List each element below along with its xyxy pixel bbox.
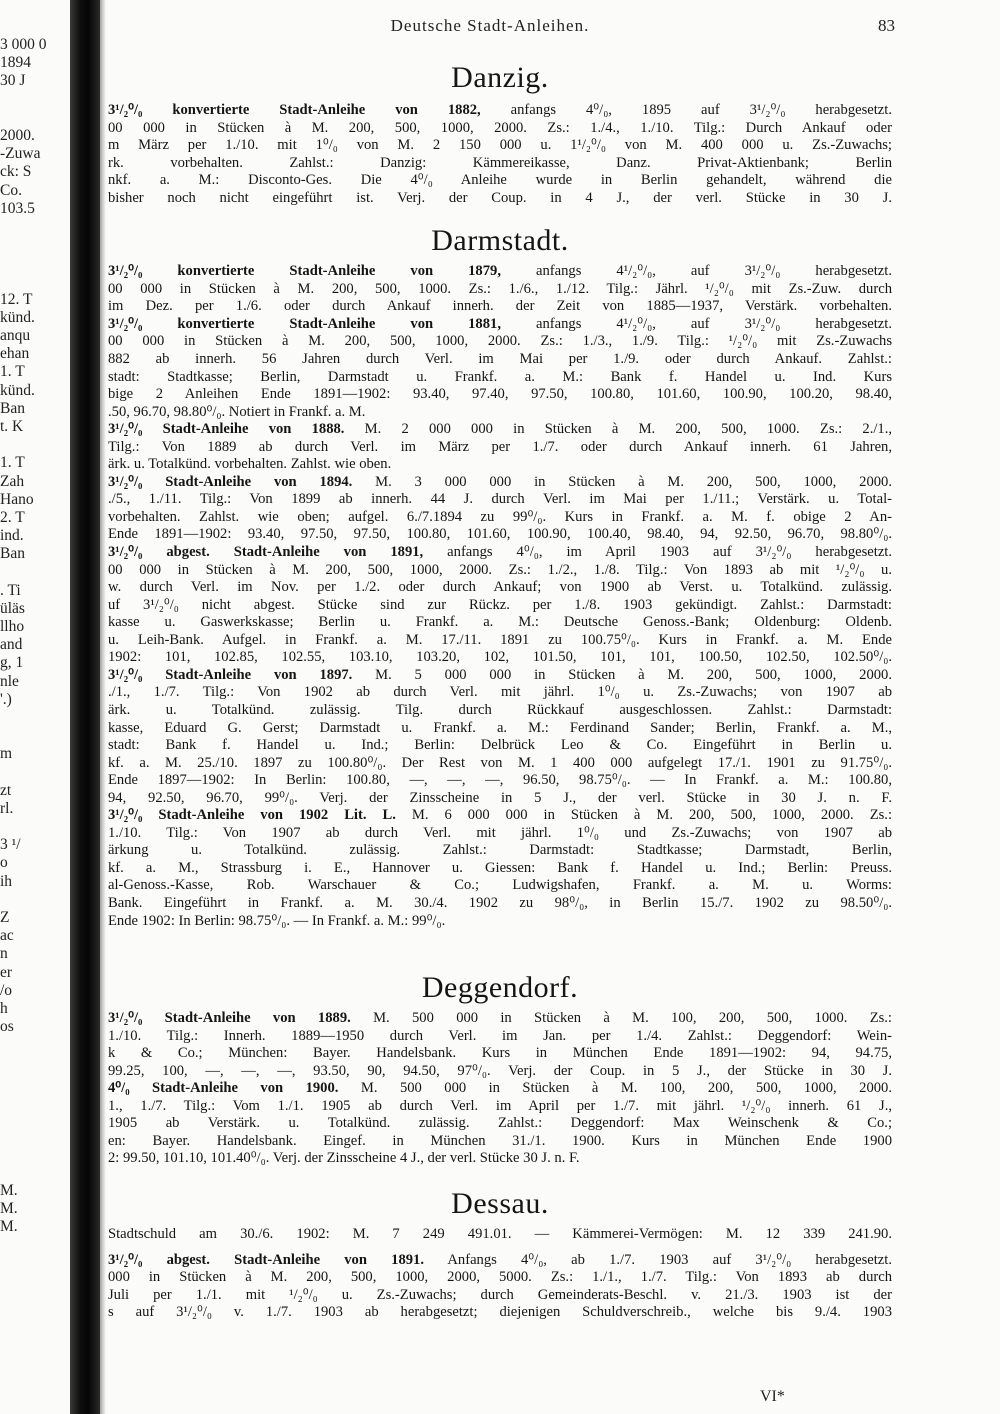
- fragment-line: nle: [0, 672, 19, 690]
- fragment-line: o: [0, 854, 8, 872]
- entry-block-deggendorf: [108, 1010, 892, 1168]
- text-line: vorbehalten. Zahlst. wie oben; aufgel. 6./7.1894 zu 99⁰/₀. Kurs in Frankf. a. M. f. obige 2 An-: [108, 508, 892, 525]
- text-line: .50, 96.70, 98.80⁰/₀. Notiert in Frankf. a. M.: [108, 403, 366, 420]
- text-line: 1902: 101, 102.85, 102.55, 103.10, 103.20, 102, 101.50, 101, 101, 100.50, 102.50, 102.50⁰/₀.: [108, 649, 892, 666]
- text-line: Juli per 1./1. mit ¹/₂⁰/₀ u. Zs.-Zuwachs; durch Gemeinderats-Beschl. v. 21./3. 1903 ist der: [108, 1286, 892, 1303]
- text-line: s auf 3¹/₂⁰/₀ v. 1./7. 1903 ab herabgesetzt; diejenigen Schuldverschreib., welche bis 9./4. 1903: [108, 1304, 892, 1321]
- signature-mark: VI*: [760, 1388, 785, 1405]
- fragment-line: 3 000 0: [0, 36, 47, 53]
- fragment-line: [0, 1127, 70, 1145]
- text-line: kf. a. M. 25./10. 1897 zu 100.80⁰/₀. Der Rest von M. 1 400 000 aufgelegt 17./1. 1901 zu 91.75⁰/₀.: [108, 754, 892, 771]
- text-line: 1905 ab Verstärk. u. Totalkünd. zulässig. Zahlst.: Deggendorf: Max Weinschenk & Co.;: [108, 1115, 892, 1132]
- loan-title: 3¹/₂⁰/₀ Stadt-Anleihe von 1888.: [108, 421, 345, 438]
- loan-title: 3¹/₂⁰/₀ abgest. Stadt-Anleihe von 1891.: [108, 1251, 424, 1268]
- text-column: [108, 60, 892, 1322]
- text-line: 3¹/₂⁰/₀ Stadt-Anleihe von 1894. M. 3 000 000 in Stücken à M. 200, 500, 1000, 2000.: [108, 473, 892, 490]
- fragment-line: [0, 1109, 70, 1127]
- fragment-line: künd.: [0, 308, 35, 326]
- fragment-line: 1. T: [0, 454, 25, 472]
- text-line: stadt: Stadtkasse; Berlin, Darmstadt u. Frankf. a. M.: Bank f. Handel u. Ind. Kurs: [108, 368, 892, 385]
- loan-title: 3¹/₂⁰/₀ konvertierte Stadt-Anleihe von 1879,: [108, 263, 501, 280]
- text-line: kasse u. Gaswerkskasse; Berlin u. Frankf. a. M.: Deutsche Genoss.-Bank; Oldenburg: Oldenb.: [108, 614, 892, 631]
- loan-title: 3¹/₂⁰/₀ Stadt-Anleihe von 1902 Lit. L.: [108, 807, 396, 824]
- loan-title: 4⁰/₀ Stadt-Anleihe von 1900.: [108, 1080, 339, 1097]
- text-line: w. durch Verl. im Nov. per 1./2. oder durch Ankauf; von 1900 ab Verst. u. Totalkünd. zulässig.: [108, 579, 892, 596]
- text-line: bige 2 Anleihen Ende 1891—1902: 93.40, 97.40, 97.50, 100.80, 101.60, 100.90, 100.20, 98.40,: [108, 386, 892, 403]
- fragment-line: [0, 254, 70, 272]
- entry-block-darmstadt: [108, 263, 892, 930]
- text-line: 00 000 in Stücken à M. 200, 500, 1000, 2000. Zs.: 1./4., 1./10. Tilg.: Durch Ankauf oder: [108, 119, 892, 136]
- fragment-line: [0, 109, 70, 127]
- facing-page-fragment: [0, 36, 70, 1414]
- fragment-line: 30 J: [0, 72, 26, 90]
- fragment-line: [0, 1055, 70, 1073]
- fragment-line: 2000.: [0, 126, 35, 144]
- fragment-line: ind.: [0, 527, 24, 545]
- text-line: 3¹/₂⁰/₀ konvertierte Stadt-Anleihe von 1879, anfangs 4¹/₂⁰/₀, auf 3¹/₂⁰/₀ herabgesetzt.: [108, 263, 892, 280]
- fragment-line: [0, 91, 70, 109]
- fragment-line: [0, 272, 70, 290]
- fragment-line: [0, 236, 70, 254]
- fragment-line: t. K: [0, 417, 24, 435]
- loan-title: 3¹/₂⁰/₀ konvertierte Stadt-Anleihe von 1882,: [108, 102, 481, 118]
- text-line: Tilg.: Von 1889 ab durch Verl. im März per 1./7. oder durch Ankauf innerh. 61 Jahren,: [108, 438, 892, 455]
- fragment-line: rl.: [0, 799, 14, 817]
- text-line: rk. vorbehalten. Zahlst.: Danzig: Kämmereikasse, Danz. Privat-Aktienbank; Berlin: [108, 154, 892, 171]
- fragment-line: 1894: [0, 54, 31, 72]
- text-line: ./1., 1./7. Tilg.: Von 1902 ab durch Verl. mit jährl. 1⁰/₀ u. Zs.-Zuwachs; von 1907 ab: [108, 684, 892, 701]
- text-line: kf. a. M., Strassburg i. E., Hannover u. Giessen: Bank f. Handel u. Ind.; Berlin: Preuss.: [108, 859, 892, 876]
- text-line: 3¹/₂⁰/₀ konvertierte Stadt-Anleihe von 1881, anfangs 4¹/₂⁰/₀, auf 3¹/₂⁰/₀ herabgesetzt.: [108, 315, 892, 332]
- fragment-line: 1. T: [0, 363, 25, 381]
- text-line: kasse, Eduard G. Gerst; Darmstadt u. Frankf. a. M.: Ferdinand Sander; Berlin, Frankf. a. M.,: [108, 719, 892, 736]
- text-line: 94, 92.50, 96.70, 99⁰/₀. Verj. der Zinsscheine in 5 J., der verl. Stücke in 30 J. n. F.: [108, 789, 892, 806]
- text-line: 2: 99.50, 101.10, 101.40⁰/₀. Verj. der Zinsscheine 4 J., der verl. Stücke 30 J. n. F.: [108, 1150, 580, 1167]
- fragment-line: m: [0, 745, 13, 763]
- fragment-line: [0, 818, 70, 836]
- text-line: ärk. u. Totalkünd. zulässig. Tilg. durch Rückkauf ausgeschlossen. Zahlst.: Darmstadt:: [108, 701, 892, 718]
- text-line: nkf. a. M.: Disconto-Ges. Die 4⁰/₀ Anleihe wurde in Berlin gehandelt, während die: [108, 172, 892, 189]
- fragment-line: 103.5: [0, 199, 35, 217]
- text-line: bisher noch nicht eingeführt ist. Verj. der Coup. in 4 J., der verl. Stücke in 30 J.: [108, 189, 892, 206]
- fragment-line: M.: [0, 1200, 18, 1217]
- running-title: Deutsche Stadt-Anleihen.: [390, 16, 590, 35]
- fragment-line: [0, 563, 70, 581]
- page-number: 83: [878, 16, 895, 35]
- text-line: Ende 1897—1902: In Berlin: 100.80, —, —, —, 96.50, 98.75⁰/₀. — In Frankf. a. M.: 100.80,: [108, 772, 892, 789]
- fragment-line: [0, 727, 70, 745]
- text-line: 1./10. Tilg.: Innerh. 1889—1950 durch Verl. im Jan. per 1./4. Zahlst.: Deggendorf: Wein-: [108, 1027, 892, 1044]
- fragment-line: '.): [0, 690, 12, 708]
- text-line: 1., 1./7. Tilg.: Vom 1./1. 1905 ab durch Verl. im April per 1./7. mit jährl. ¹/₂⁰/₀ innerh. 61 J.,: [108, 1097, 892, 1114]
- fragment-line: M.: [0, 1218, 18, 1236]
- fragment-line: Zah: [0, 472, 25, 490]
- fragment-line: M.: [0, 1181, 18, 1199]
- fragment-line: 2. T: [0, 508, 25, 526]
- text-line: k & Co.; München: Bayer. Handelsbank. Kurs in München Ende 1891—1902: 94, 94.75,: [108, 1045, 892, 1062]
- fragment-line: ehan: [0, 345, 30, 363]
- fragment-line: Ban: [0, 399, 25, 417]
- text-line: 3¹/₂⁰/₀ Stadt-Anleihe von 1889. M. 500 000 in Stücken à M. 100, 200, 500, 1000. Zs.:: [108, 1010, 892, 1027]
- fragment-line: [0, 764, 70, 782]
- fragment-line: ck: S: [0, 163, 32, 181]
- loan-title: 3¹/₂⁰/₀ Stadt-Anleihe von 1897.: [108, 666, 353, 683]
- text-line: 3¹/₂⁰/₀ Stadt-Anleihe von 1888. M. 2 000 000 in Stücken à M. 200, 500, 1000. Zs.: 2./1.,: [108, 421, 892, 438]
- text-line: 3¹/₂⁰/₀ Stadt-Anleihe von 1902 Lit. L. M. 6 000 000 in Stücken à M. 200, 500, 1000, 2000. Zs.:: [108, 807, 892, 824]
- fragment-line: Ban: [0, 545, 25, 563]
- loan-title: 3¹/₂⁰/₀ konvertierte Stadt-Anleihe von 1881,: [108, 315, 501, 332]
- fragment-line: [0, 1036, 70, 1054]
- text-line: 3¹/₂⁰/₀ abgest. Stadt-Anleihe von 1891. Anfangs 4⁰/₀, ab 1./7. 1903 auf 3¹/₂⁰/₀ herabgesetzt.: [108, 1251, 892, 1268]
- text-line: ärkung u. Totalkünd. zulässig. Zahlst.: Darmstadt: Stadtkasse; Darmstadt, Berlin,: [108, 842, 892, 859]
- text-line: 00 000 in Stücken à M. 200, 500, 1000. Zs.: 1./6., 1./12. Tilg.: Jährl. ¹/₂⁰/₀ mit Zs.-Zuw. durch: [108, 280, 892, 297]
- text-line: Bank. Eingeführt in Frankf. a. M. 30./4. 1902 zu 98⁰/₀, in Berlin 15./7. 1902 zu 98.50⁰/₀.: [108, 894, 892, 911]
- fragment-line: Z: [0, 909, 10, 926]
- text-line: m März per 1./10. mit 1⁰/₀ von M. 2 150 000 u. 1¹/₂⁰/₀ von M. 400 000 u. Zs.-Zuwachs;: [108, 137, 892, 154]
- text-line: al-Genoss.-Kasse, Rob. Warschauer & Co.; Ludwigshafen, Frankf. a. M. u. Worms:: [108, 877, 892, 894]
- text-line: Ende 1891—1902: 93.40, 97.50, 97.50, 100.80, 101.60, 100.90, 100.40, 98.40, 94, 92.50, 96.70, 98.80⁰/₀.: [108, 526, 892, 543]
- fragment-line: Hano: [0, 490, 34, 508]
- fragment-line: künd.: [0, 381, 35, 399]
- loan-title: 3¹/₂⁰/₀ Stadt-Anleihe von 1894.: [108, 473, 353, 490]
- fragment-line: [0, 1091, 70, 1109]
- text-line: 00 000 in Stücken à M. 200, 500, 1000, 2000. Zs.: 1./2., 1./8. Tilg.: Von 1893 ab mit ¹/₂⁰/₀ u.: [108, 561, 892, 578]
- entry-block-danzig: [108, 102, 892, 207]
- text-line: ./5., 1./11. Tilg.: Von 1899 ab innerh. 44 J. durch Verl. im Mai per 1./11.; Verstärk. u. Total-: [108, 491, 892, 508]
- fragment-line: [0, 436, 70, 454]
- text-line: 882 ab innerh. 56 Jahren durch Verl. im Mai per 1./9. oder durch Ankauf. Zahlst.:: [108, 351, 892, 368]
- fragment-line: n: [0, 945, 8, 963]
- text-line: 99.25, 100, —, —, —, 93.50, 90, 94.50, 97⁰/₀. Verj. der Coup. in 5 J., der Stücke in 30 J.: [108, 1062, 892, 1079]
- text-line: u. Leih-Bank. Aufgel. in Frankf. a. M. 17./11. 1891 zu 100.75⁰/₀. Kurs in Frankf. a. M. Ende: [108, 631, 892, 648]
- fragment-line: [0, 1073, 70, 1091]
- fragment-line: [0, 891, 70, 909]
- fragment-line: ih: [0, 872, 13, 890]
- fragment-line: zt: [0, 781, 12, 799]
- fragment-line: g, 1: [0, 654, 24, 672]
- fragment-line: and: [0, 636, 23, 654]
- fragment-line: os: [0, 1018, 14, 1036]
- text-line: 3¹/₂⁰/₀ Stadt-Anleihe von 1897. M. 5 000 000 in Stücken à M. 200, 500, 1000, 2000.: [108, 666, 892, 683]
- text-line: 00 000 in Stücken à M. 200, 500, 1000, 2000. Zs.: 1./3., 1./9. Tilg.: ¹/₂⁰/₀ mit Zs.-Zuwachs: [108, 333, 892, 350]
- fragment-line: ac: [0, 927, 14, 945]
- fragment-line: llho: [0, 618, 25, 635]
- book-gutter: [70, 0, 100, 1414]
- fragment-line: [0, 1164, 70, 1182]
- gutter-shadow: [100, 0, 106, 1414]
- text-line: en: Bayer. Handelsbank. Eingef. in München 31./1. 1900. Kurs in München Ende 1900: [108, 1132, 892, 1149]
- text-line: 3¹/₂⁰/₀ abgest. Stadt-Anleihe von 1891, anfangs 4⁰/₀, im April 1903 auf 3¹/₂⁰/₀ herabgesetzt.: [108, 544, 892, 561]
- fragment-line: 12. T: [0, 290, 33, 308]
- fragment-line: [0, 218, 70, 236]
- text-line: 4⁰/₀ Stadt-Anleihe von 1900. M. 500 000 in Stücken à M. 100, 200, 500, 1000, 2000.: [108, 1080, 892, 1097]
- fragment-line: . Ti: [0, 581, 21, 599]
- fragment-line: anqu: [0, 327, 31, 344]
- fragment-line: /o: [0, 981, 13, 999]
- fragment-line: er: [0, 963, 13, 981]
- fragment-line: [0, 709, 70, 727]
- fragment-line: [0, 1145, 70, 1163]
- text-line: 3¹/₂⁰/₀ konvertierte Stadt-Anleihe von 1882, anfangs 4⁰/₀, 1895 auf 3¹/₂⁰/₀ herabgesetzt.: [108, 102, 892, 118]
- city-heading-darmstadt: Darmstadt.: [431, 224, 569, 258]
- text-line: ärk. u. Totalkünd. vorbehalten. Zahlst. wie oben.: [108, 456, 392, 473]
- text-line: 1./10. Tilg.: Von 1907 ab durch Verl. mit jährl. 1⁰/₀ und Zs.-Zuwachs; von 1907 ab: [108, 824, 892, 841]
- text-line: uf 3¹/₂⁰/₀ nicht abgest. Stücke sind zur Rückz. per 1./8. 1903 gekündigt. Zahlst.: Darmstadt:: [108, 596, 892, 613]
- text-line: 000 in Stücken à M. 200, 500, 1000, 2000, 5000. Zs.: 1./1., 1./7. Tilg.: Von 1893 ab durch: [108, 1269, 892, 1286]
- text-line: stadt: Bank f. Handel u. Ind.; Berlin: Delbrück Leo & Co. Eingeführt in Berlin u.: [108, 737, 892, 754]
- fragment-line: -Zuwa: [0, 145, 41, 163]
- text-line: im Dez. per 1./6. oder durch Ankauf innerh. der Zeit von 1885—1937, Verstärk. vorbehalten.: [108, 298, 892, 315]
- fragment-line: 3 ¹/: [0, 836, 21, 854]
- city-heading-deggendorf: Deggendorf.: [421, 971, 579, 1005]
- fragment-line: Co.: [0, 181, 22, 199]
- city-heading-dessau: Dessau.: [451, 1186, 549, 1220]
- fragment-line: h: [0, 999, 8, 1017]
- text-line: Stadtschuld am 30./6. 1902: M. 7 249 491.01. — Kämmerei-Vermögen: M. 12 339 241.90.: [108, 1225, 892, 1242]
- loan-title: 3¹/₂⁰/₀ Stadt-Anleihe von 1889.: [108, 1010, 351, 1027]
- city-heading-danzig: Danzig.: [451, 61, 549, 94]
- loan-title: 3¹/₂⁰/₀ abgest. Stadt-Anleihe von 1891,: [108, 544, 424, 561]
- entry-block-dessau: [108, 1226, 892, 1322]
- text-line: Ende 1902: In Berlin: 98.75⁰/₀. — In Frankf. a. M.: 99⁰/₀.: [108, 912, 446, 929]
- fragment-line: üläs: [0, 599, 25, 617]
